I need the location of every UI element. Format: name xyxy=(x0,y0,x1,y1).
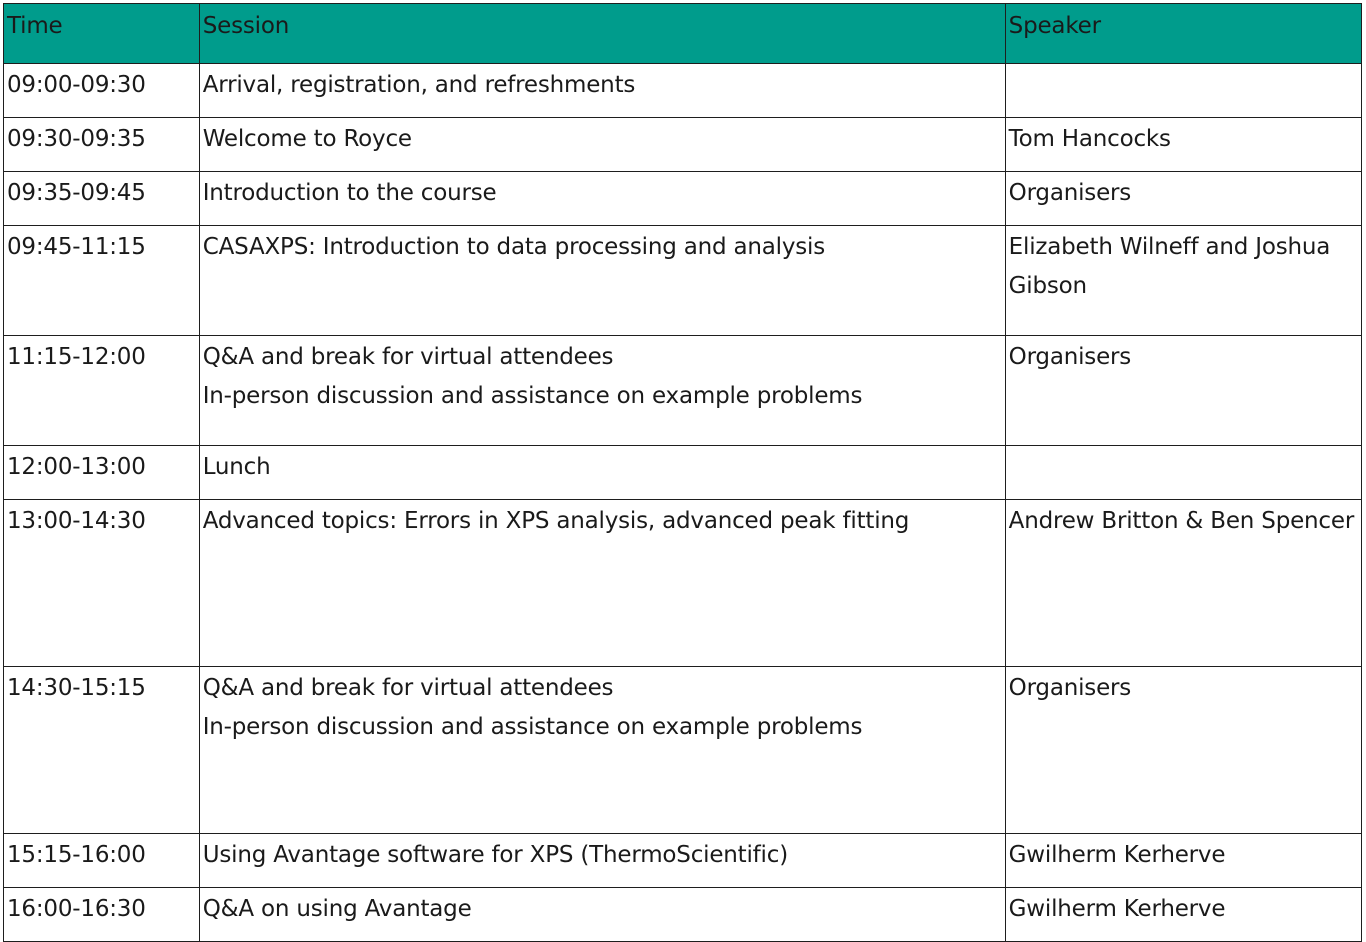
speaker-cell: Organisers xyxy=(1005,336,1361,446)
speaker-cell: Tom Hancocks xyxy=(1005,118,1361,172)
session-line: In-person discussion and assistance on example problems xyxy=(202,383,863,409)
speaker-cell xyxy=(1005,64,1361,118)
session-line: Lunch xyxy=(202,454,271,480)
time-cell: 12:00-13:00 xyxy=(4,446,200,500)
time-cell: 13:00-14:30 xyxy=(4,500,200,667)
session-cell xyxy=(199,226,1005,336)
time-cell: 09:00-09:30 xyxy=(4,64,200,118)
session-cell xyxy=(199,888,1005,942)
table-body xyxy=(4,64,1362,942)
table-row xyxy=(4,336,1362,446)
session-line: Q&A and break for virtual attendees xyxy=(202,344,614,370)
session-line: CASAXPS: Introduction to data processing and analysis xyxy=(202,234,826,260)
session-cell xyxy=(199,446,1005,500)
header-time: Time xyxy=(4,4,200,64)
session-line: Introduction to the course xyxy=(202,180,497,206)
table-row xyxy=(4,500,1362,667)
header-row xyxy=(4,4,1362,64)
session-cell xyxy=(199,64,1005,118)
time-cell: 09:35-09:45 xyxy=(4,172,200,226)
session-line: Arrival, registration, and refreshments xyxy=(202,72,636,98)
table-row xyxy=(4,834,1362,888)
schedule-table xyxy=(3,3,1362,942)
time-cell: 09:30-09:35 xyxy=(4,118,200,172)
table-row xyxy=(4,888,1362,942)
session-cell xyxy=(199,118,1005,172)
table-row xyxy=(4,118,1362,172)
table-row xyxy=(4,172,1362,226)
speaker-cell xyxy=(1005,446,1361,500)
session-line: In-person discussion and assistance on example problems xyxy=(202,714,863,740)
speaker-cell: Andrew Britton & Ben Spencer xyxy=(1005,500,1361,667)
speaker-cell: Elizabeth Wilneff and Joshua Gibson xyxy=(1005,226,1361,336)
time-cell: 14:30-15:15 xyxy=(4,667,200,834)
time-cell: 15:15-16:00 xyxy=(4,834,200,888)
header-session: Session xyxy=(199,4,1005,64)
session-cell xyxy=(199,834,1005,888)
session-line: Advanced topics: Errors in XPS analysis, advanced peak fitting xyxy=(202,508,910,534)
table-header xyxy=(4,4,1362,64)
session-line: Using Avantage software for XPS (ThermoScientific) xyxy=(202,842,788,868)
session-cell xyxy=(199,667,1005,834)
session-cell xyxy=(199,500,1005,667)
session-cell xyxy=(199,172,1005,226)
speaker-cell: Gwilherm Kerherve xyxy=(1005,834,1361,888)
table-row xyxy=(4,667,1362,834)
speaker-cell: Organisers xyxy=(1005,172,1361,226)
header-speaker: Speaker xyxy=(1005,4,1361,64)
time-cell: 11:15-12:00 xyxy=(4,336,200,446)
session-line: Q&A and break for virtual attendees xyxy=(202,675,614,701)
session-line: Q&A on using Avantage xyxy=(202,896,472,922)
session-line: Welcome to Royce xyxy=(202,126,412,152)
table-row xyxy=(4,64,1362,118)
session-cell xyxy=(199,336,1005,446)
table-row xyxy=(4,226,1362,336)
table-row xyxy=(4,446,1362,500)
speaker-cell: Gwilherm Kerherve xyxy=(1005,888,1361,942)
time-cell: 16:00-16:30 xyxy=(4,888,200,942)
time-cell: 09:45-11:15 xyxy=(4,226,200,336)
speaker-cell: Organisers xyxy=(1005,667,1361,834)
